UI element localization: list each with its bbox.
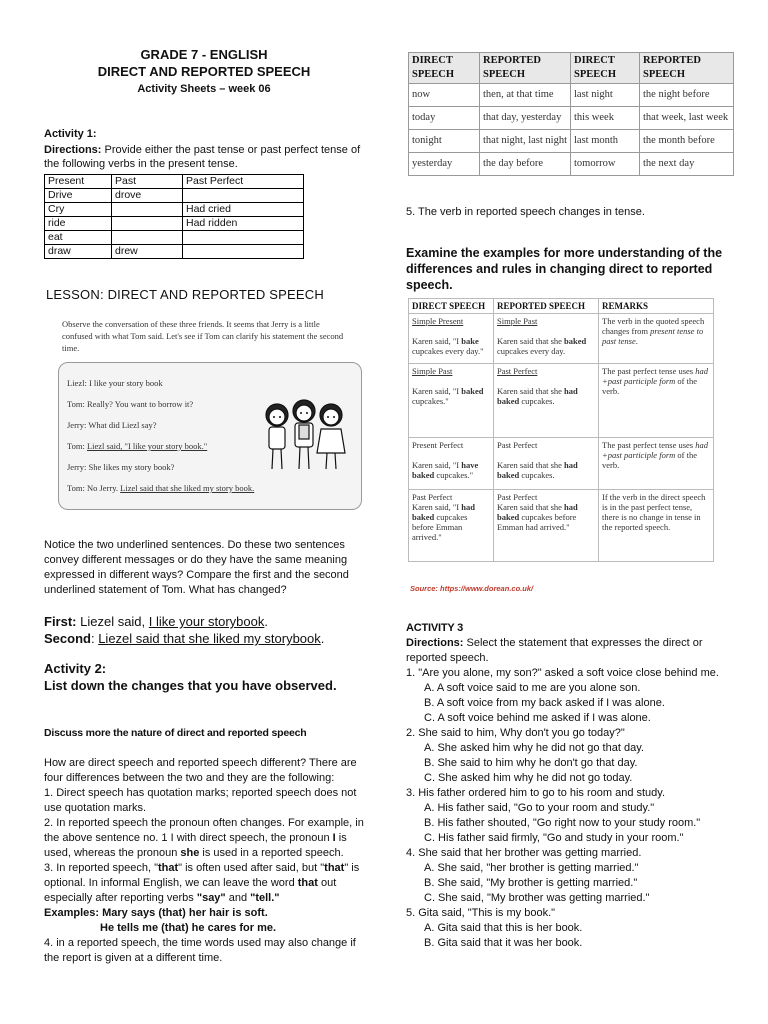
table-cell: yesterday xyxy=(409,153,480,176)
table-cell xyxy=(494,438,599,490)
tense-label: Simple Past xyxy=(412,366,453,376)
table-cell: then, at that time xyxy=(480,84,571,107)
table-row xyxy=(45,231,304,245)
notice-paragraph: Notice the two underlined sentences. Do these two sentences convey different messages or do they have the same meaning expressed in different ways? Compare the first and the second underlined statement of Tom. What has changed? xyxy=(44,539,349,596)
word-say: "say" xyxy=(196,892,226,904)
table-header-row xyxy=(409,53,734,84)
example-2: He tells me (that) he cares for me. xyxy=(100,922,277,934)
verb-table xyxy=(44,174,304,259)
cell-text: Karen said, "I xyxy=(412,460,462,470)
question-5: 5. Gita said, "This is my book." xyxy=(406,907,556,919)
question-1: 1. "Are you alone, my son?" asked a soft voice close behind me. xyxy=(406,667,719,679)
cell-text: cupcakes every day." xyxy=(412,346,484,356)
option-3a[interactable]: A. His father said, "Go to your room and study." xyxy=(424,802,655,814)
option-1c[interactable]: C. A soft voice behind me asked if I was alone. xyxy=(424,712,651,724)
option-2a[interactable]: A. She asked him why he did not go that day. xyxy=(424,742,644,754)
table-cell: drove xyxy=(112,189,183,203)
table-cell: drew xyxy=(112,245,183,259)
dialog-speaker: Tom: xyxy=(67,441,87,451)
subtitle: Activity Sheets – week 06 xyxy=(137,83,271,95)
table-row xyxy=(409,364,714,438)
second-statement xyxy=(44,631,324,647)
intro-text: Observe the conversation of these three friends. It seems that Jerry is a little confused with what Tom said. Let's see if Tom can clarify his statement the second time. xyxy=(62,319,344,353)
tense-label: Simple Past xyxy=(497,316,538,326)
first-underlined: I like your storybook xyxy=(148,614,265,629)
differences-intro: How are direct speech and reported speech different? There are four differences between the two and they are the following: xyxy=(44,757,357,784)
tense-label: Simple Present xyxy=(412,316,464,326)
table-row xyxy=(409,130,734,153)
time-words-table xyxy=(408,52,734,176)
difference-2 xyxy=(44,816,364,861)
question-2: 2. She said to him, Why don't you go today?" xyxy=(406,727,625,739)
difference-1: 1. Direct speech has quotation marks; reported speech does not use quotation marks. xyxy=(44,787,357,814)
examine-heading: Examine the examples for more understanding of the differences and rules in changing direct to reported speech. xyxy=(406,246,723,292)
option-5a[interactable]: A. Gita said that this is her book. xyxy=(424,922,583,934)
first-statement xyxy=(44,614,268,630)
remark-italic: had +past participle form xyxy=(602,366,708,386)
table-header-row xyxy=(409,299,714,314)
difference-3-text: " is optional. In informal English, we can leave the word xyxy=(44,862,360,889)
table-cell xyxy=(599,364,714,438)
remark-text: The past perfect tense uses xyxy=(602,440,696,450)
table-row xyxy=(409,314,714,364)
table-cell: Had cried xyxy=(183,203,304,217)
difference-3 xyxy=(44,861,364,906)
remark-text: of the verb. xyxy=(602,376,697,396)
table-cell xyxy=(409,490,494,562)
table-row xyxy=(409,490,714,562)
cell-text: cupcakes every day. xyxy=(497,346,566,356)
dialog-line: Jerry: What did Liezl say? xyxy=(67,420,157,430)
option-4a[interactable]: A. She said, "her brother is getting married." xyxy=(424,862,639,874)
table-row xyxy=(45,175,304,189)
table-cell: last month xyxy=(571,130,640,153)
table-row xyxy=(409,438,714,490)
table-row xyxy=(45,189,304,203)
table-cell: last night xyxy=(571,84,640,107)
table-cell: this week xyxy=(571,107,640,130)
table-header-cell: DIRECT SPEECH xyxy=(409,53,480,84)
cell-text: Karen said, "I xyxy=(412,386,462,396)
table-cell: Past xyxy=(112,175,183,189)
activity1-heading: Activity 1: xyxy=(44,128,97,140)
dialog-lines xyxy=(67,373,267,499)
table-cell xyxy=(599,314,714,364)
question-4: 4. She said that her brother was getting married. xyxy=(406,847,642,859)
verb: had baked xyxy=(497,386,578,406)
word-that: that xyxy=(324,862,345,874)
title-grade: GRADE 7 - ENGLISH xyxy=(140,47,268,62)
table-cell xyxy=(494,490,599,562)
cell-text: Karen said, "I xyxy=(412,502,462,512)
table-cell xyxy=(183,189,304,203)
option-3b[interactable]: B. His father shouted, "Go right now to your study room." xyxy=(424,817,701,829)
table-cell: eat xyxy=(45,231,112,245)
word-tell: "tell." xyxy=(250,892,280,904)
table-cell: the month before xyxy=(640,130,734,153)
dialog-underlined: Lizel said that she liked my story book. xyxy=(120,483,255,493)
directions-text: Provide either the past tense or past perfect tense of the following verbs in the present tense. xyxy=(44,144,361,170)
option-5b[interactable]: B. Gita said that it was her book. xyxy=(424,937,583,949)
second-text: : xyxy=(90,631,99,646)
remark-text: . xyxy=(635,336,638,346)
table-cell: that week, last week xyxy=(640,107,734,130)
table-cell: ride xyxy=(45,217,112,231)
activity2-text: List down the changes that you have observed. xyxy=(44,678,337,693)
second-end: . xyxy=(320,631,325,646)
second-label: Second xyxy=(44,631,91,646)
table-cell: Cry xyxy=(45,203,112,217)
table-cell: tonight xyxy=(409,130,480,153)
table-cell: tomorrow xyxy=(571,153,640,176)
option-1a[interactable]: A. A soft voice said to me are you alone son. xyxy=(424,682,641,694)
difference-4: 4. in a reported speech, the time words used may also change if the report is given at a different time. xyxy=(44,937,356,964)
table-cell xyxy=(494,314,599,364)
discuss-heading: Discuss more the nature of direct and reported speech xyxy=(44,727,307,739)
table-cell xyxy=(112,217,183,231)
cell-text: cupcakes." xyxy=(412,396,449,406)
table-row xyxy=(409,84,734,107)
difference-3-text: out especially after reporting verbs xyxy=(44,877,337,904)
table-cell xyxy=(409,314,494,364)
directions-label: Directions: xyxy=(406,637,464,649)
remark-text: of the verb. xyxy=(602,450,697,470)
table-row xyxy=(409,153,734,176)
table-header-cell: DIRECT SPEECH xyxy=(409,299,494,314)
option-2b[interactable]: B. She said to him why he don't go that day. xyxy=(424,757,638,769)
table-cell xyxy=(183,231,304,245)
point-5: 5. The verb in reported speech changes in tense. xyxy=(406,206,645,218)
difference-3-text: 3. In reported speech, " xyxy=(44,862,158,874)
rules-table xyxy=(408,298,714,562)
directions-label: Directions: xyxy=(44,144,102,156)
activity3-heading: ACTIVITY 3 xyxy=(406,622,464,634)
table-cell: the night before xyxy=(640,84,734,107)
table-cell: today xyxy=(409,107,480,130)
cell-text: Karen said that she xyxy=(497,460,565,470)
title-topic: DIRECT AND REPORTED SPEECH xyxy=(97,64,311,79)
table-header-cell: REPORTED SPEECH xyxy=(480,53,571,84)
table-row xyxy=(45,203,304,217)
tense-label: Present Perfect xyxy=(412,440,464,450)
tense-label: Past Perfect xyxy=(497,366,538,376)
first-end: . xyxy=(264,614,268,629)
option-4b[interactable]: B. She said, "My brother is getting married." xyxy=(424,877,638,889)
dialog-box xyxy=(58,362,362,510)
verb: baked xyxy=(564,336,587,346)
difference-2-text: is used in a reported speech. xyxy=(199,847,344,859)
table-cell xyxy=(494,364,599,438)
remark-italic: present tense to past tense xyxy=(602,326,704,346)
verb: had baked xyxy=(497,460,578,480)
activity3-directions xyxy=(406,636,732,666)
children-illustration xyxy=(255,395,353,473)
question-3: 3. His father ordered him to go to his room and study. xyxy=(406,787,666,799)
table-cell xyxy=(112,231,183,245)
tense-label: Past Perfect xyxy=(497,440,538,450)
first-text: Liezel said, xyxy=(76,614,149,629)
table-cell xyxy=(409,438,494,490)
cell-text: cupcakes before Emman arrived." xyxy=(412,512,468,542)
remark-text: The past perfect tense uses xyxy=(602,366,696,376)
table-cell: Had ridden xyxy=(183,217,304,231)
remark-text: The verb in the quoted speech changes from xyxy=(602,316,705,336)
pronoun-she: she xyxy=(180,847,200,859)
option-2c[interactable]: C. She asked him why he did not go today. xyxy=(424,772,633,784)
dialog-line: Liezl: I like your story book xyxy=(67,378,163,388)
verb: bake xyxy=(461,336,479,346)
difference-3-text: and xyxy=(225,892,251,904)
table-cell xyxy=(183,245,304,259)
cell-text: cupcakes." xyxy=(434,470,474,480)
word-that: that xyxy=(297,877,318,889)
table-row xyxy=(409,107,734,130)
dialog-line: Tom: Really? You want to borrow it? xyxy=(67,399,194,409)
table-cell: that day, yesterday xyxy=(480,107,571,130)
second-underlined: Liezel said that she liked my storybook xyxy=(98,631,321,646)
table-header-cell: REPORTED SPEECH xyxy=(494,299,599,314)
table-cell xyxy=(112,203,183,217)
dialog-line xyxy=(67,436,267,457)
table-cell: that night, last night xyxy=(480,130,571,153)
table-cell: Past Perfect xyxy=(183,175,304,189)
table-header-cell: REMARKS xyxy=(599,299,714,314)
difference-3-text: " is often used after said, but " xyxy=(178,862,325,874)
difference-2-text: is used, whereas the pronoun xyxy=(44,832,347,859)
verb: baked xyxy=(461,386,484,396)
differences-text xyxy=(44,756,364,966)
table-header-cell: REPORTED SPEECH xyxy=(640,53,734,84)
difference-2-text: 2. In reported speech the pronoun often changes. For example, in the above sentence no. 1 I with direct speech, the pronoun xyxy=(44,817,364,844)
verb: had baked xyxy=(412,502,475,522)
source-link[interactable]: Source: https://www.dorean.co.uk/ xyxy=(410,584,534,593)
example-1: Examples: Mary says (that) her hair is soft. xyxy=(44,907,268,919)
word-that: that xyxy=(157,862,179,874)
tense-label: Past Perfect xyxy=(497,492,538,502)
cell-text: Karen said that she xyxy=(497,336,565,346)
table-row xyxy=(45,217,304,231)
dialog-line: Jerry: She likes my story book? xyxy=(67,462,175,472)
cell-text: Karen said that she xyxy=(497,386,565,396)
remark-italic: had +past participle form xyxy=(602,440,708,460)
cell-text: Karen said, "I xyxy=(412,336,462,346)
pronoun-i: I xyxy=(332,832,336,844)
option-1b[interactable]: B. A soft voice from my back asked if I was alone. xyxy=(424,697,665,709)
cell-text: cupcakes. xyxy=(519,396,555,406)
table-cell xyxy=(599,490,714,562)
cell-text: cupcakes. xyxy=(519,470,555,480)
option-3c[interactable]: C. His father said firmly, "Go and study in your room." xyxy=(424,832,684,844)
tense-label: Past Perfect xyxy=(412,492,453,502)
verb: have baked xyxy=(412,460,479,480)
table-cell: the next day xyxy=(640,153,734,176)
table-cell: Drive xyxy=(45,189,112,203)
first-label: First: xyxy=(44,614,77,629)
table-row xyxy=(45,245,304,259)
table-cell xyxy=(599,438,714,490)
dialog-underlined: Liezl said, "I like your story book." xyxy=(86,441,208,451)
dialog-speaker: Tom: No Jerry. xyxy=(67,483,121,493)
cell-text: cupcakes before Emman had arrived." xyxy=(497,512,577,532)
activity1-directions xyxy=(44,143,362,171)
cell-text: Karen said that she xyxy=(497,502,565,512)
lesson-heading: LESSON: DIRECT AND REPORTED SPEECH xyxy=(46,287,324,302)
activity2-heading: Activity 2: xyxy=(44,661,107,676)
verb: had baked xyxy=(497,502,578,522)
option-4c[interactable]: C. She said, "My brother was getting married." xyxy=(424,892,650,904)
directions-text: Select the statement that expresses the direct or reported speech. xyxy=(406,637,703,664)
conversation-image xyxy=(58,308,358,508)
remark-text: If the verb in the direct speech is in the past perfect tense, there is no change in tense in the reported speech. xyxy=(602,492,706,532)
dialog-line xyxy=(67,478,267,499)
activity3 xyxy=(406,621,732,951)
table-cell: draw xyxy=(45,245,112,259)
table-cell: the day before xyxy=(480,153,571,176)
table-cell: now xyxy=(409,84,480,107)
table-header-cell: DIRECT SPEECH xyxy=(571,53,640,84)
table-cell xyxy=(409,364,494,438)
table-cell: Present xyxy=(45,175,112,189)
